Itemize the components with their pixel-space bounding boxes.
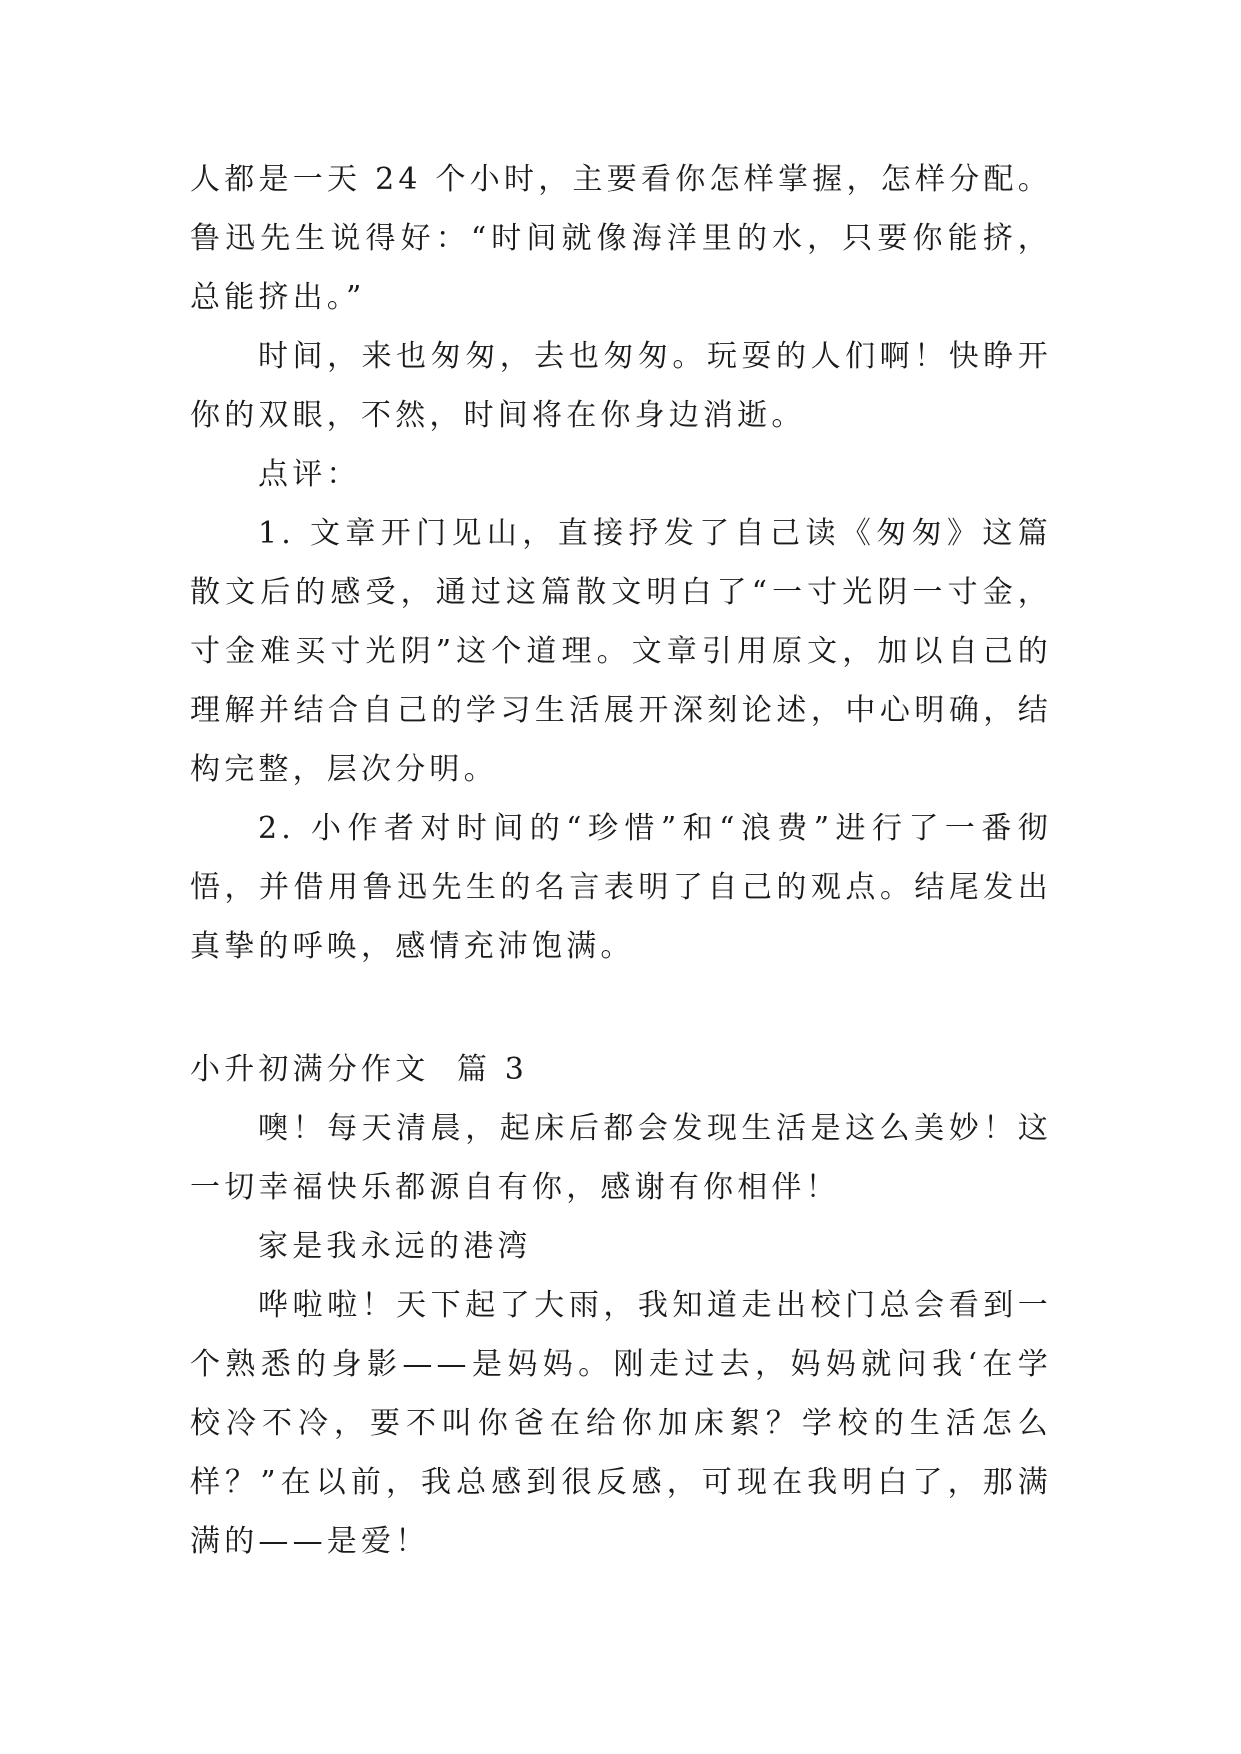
paragraph-rain: 哗啦啦！天下起了大雨，我知道走出校门总会看到一个熟悉的身影——是妈妈。刚走过去，妈妈就问我‘在学校冷不冷，要不叫你爸在给你加床絮？学校的生活怎么样？”在以前，我总感到很反感，可现在我明白了，那满满的——是爱！ — [190, 1288, 1052, 1559]
paragraph-time-passes: 时间，来也匆匆，去也匆匆。玩耍的人们啊！快睁开你的双眼，不然，时间将在你身边消逝。 — [190, 339, 1052, 433]
paragraph-comment-1: 1. 文章开门见山，直接抒发了自己读《匆匆》这篇散文后的感受，通过这篇散文明白了“一寸光阴一寸金，寸金难买寸光阴”这个道理。文章引用原文，加以自己的理解并结合自己的学习生活展开深刻论述，中心明确，结构完整，层次分明。 — [190, 516, 1052, 787]
section-heading: 小升初满分作文 篇 3 — [190, 1052, 529, 1087]
paragraph-subtitle: 家是我永远的港湾 — [258, 1229, 532, 1264]
paragraph-time-quote: 人都是一天 24 个小时，主要看你怎样掌握，怎样分配。鲁迅先生说得好：“时间就像海洋里的水，只要你能挤，总能挤出。” — [190, 162, 1052, 315]
paragraph-comment-label: 点评： — [258, 457, 361, 492]
paragraph-comment-2: 2. 小作者对时间的“珍惜”和“浪费”进行了一番彻悟，并借用鲁迅先生的名言表明了自己的观点。结尾发出真挚的呼唤，感情充沛饱满。 — [190, 811, 1052, 964]
paragraph-morning: 噢！每天清晨，起床后都会发现生活是这么美妙！这一切幸福快乐都源自有你，感谢有你相伴！ — [190, 1111, 1052, 1205]
